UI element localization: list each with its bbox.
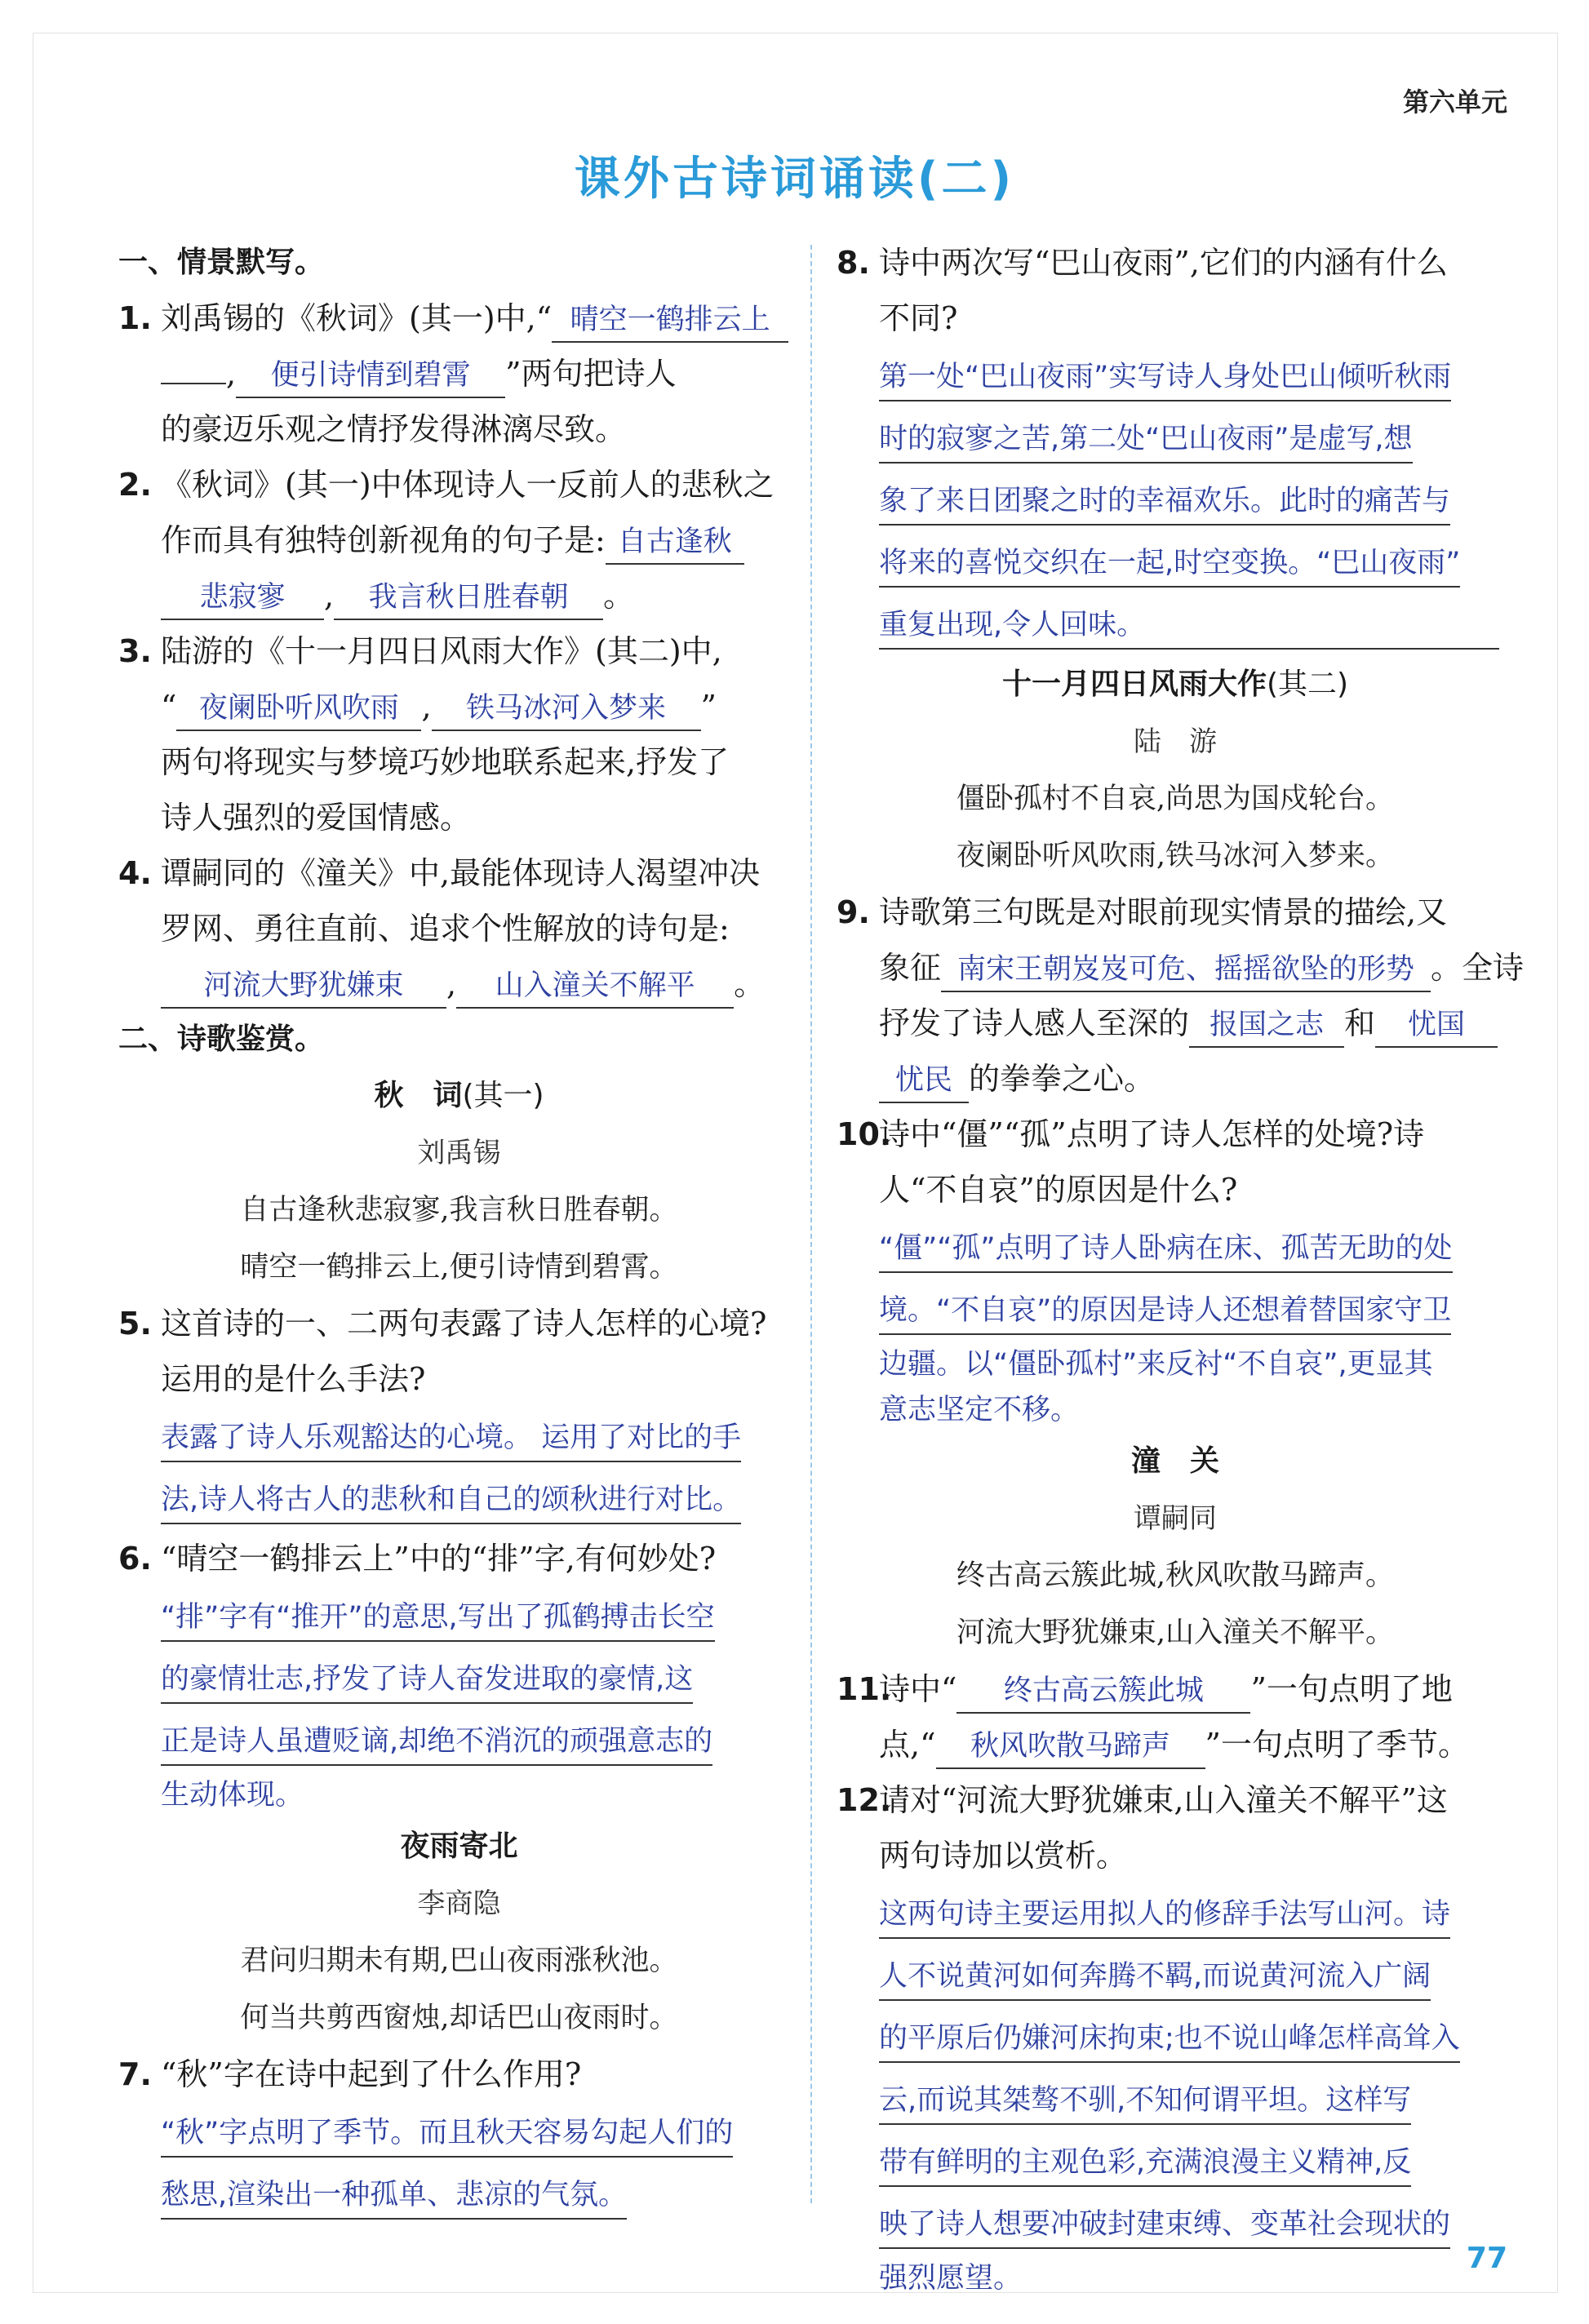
answer-blank[interactable]: 我言秋日胜春朝 [334,576,603,620]
answer-blank[interactable]: 河流大野犹嫌束 [161,965,446,1009]
page-title: 课外古诗词诵读(二) [574,153,1015,206]
answer-text: 的平原后仍嫌河床拘束;也不说山峰怎样高耸入 [837,2007,1514,2069]
answer-text: 意志坚定不移。 [879,1394,1080,1426]
poem-line: 晴空一鹤排云上,便引诗情到碧霄。 [240,1251,678,1284]
answer-blank[interactable]: 忧国 [1375,1004,1498,1048]
answer-blank[interactable]: 山入潼关不解平 [456,965,734,1009]
answer-blank[interactable]: 秋风吹散马蹄声 [936,1725,1205,1769]
answer-blank[interactable]: 南宋王朝岌岌可危、摇摇欲坠的形势 [941,948,1431,992]
question-10: 10.诗中“僵”“孤”点明了诗人怎样的处境?诗 [837,1116,1425,1152]
question-9: 9. 诗歌第三句既是对眼前现实情景的描绘,又 [837,894,1448,930]
answer-text: 时的寂寥之苦,第二处“巴山夜雨”是虚写,想 [837,408,1514,470]
page-number: 77 [1466,2242,1507,2275]
answer-text: 境。“不自哀”的原因是诗人还想着替国家守卫 [837,1280,1514,1342]
answer-text: 第一处“巴山夜雨”实写诗人身处巴山倾听秋雨 [837,346,1514,408]
answer-text: “秋”字点明了季节。而且秋天容易勾起人们的 [118,2102,800,2164]
poem-title: 夜雨寄北 [400,1829,518,1863]
poem-title: 潼 关 [1130,1444,1219,1478]
poem-line: 僵卧孤村不自哀,尚思为国戍轮台。 [956,783,1395,815]
poem-author: 陆 游 [1134,725,1217,758]
question-7: 7. “秋”字在诗中起到了什么作用? [118,2056,582,2092]
answer-text: 带有鲜明的主观色彩,充满浪漫主义精神,反 [837,2131,1514,2193]
question-8: 8. 诗中两次写“巴山夜雨”,它们的内涵有什么 [837,245,1448,281]
answer-text: 将来的喜悦交织在一起,时空变换。“巴山夜雨” [837,532,1514,594]
answer-blank[interactable]: 便引诗情到碧霄 [236,354,505,398]
answer-blank[interactable]: 夜阑卧听风吹雨 [176,687,421,731]
poem-title: 秋 词(其一) [374,1079,544,1112]
answer-blank[interactable]: 忧民 [879,1059,969,1103]
answer-text: 这两句诗主要运用拟人的修辞手法写山河。诗 [837,1883,1514,1945]
answer-text: 象了来日团聚之时的幸福欢乐。此时的痛苦与 [837,470,1514,532]
poem-author: 李商隐 [417,1887,501,1920]
answer-text: 愁思,渲染出一种孤单、悲凉的气氛。 [118,2164,800,2226]
answer-blank[interactable]: 自古逢秋 [606,521,744,565]
section-heading: 一、情景默写。 [118,246,325,279]
column-divider [810,245,812,2203]
poem-author: 谭嗣同 [1134,1502,1217,1535]
poem-line: 河流大野犹嫌束,山入潼关不解平。 [956,1617,1395,1649]
answer-text: “僵”“孤”点明了诗人卧病在床、孤苦无助的处 [837,1217,1514,1280]
answer-text: 法,诗人将古人的悲秋和自己的颂秋进行对比。 [118,1469,800,1531]
answer-text: 正是诗人虽遭贬谪,却绝不消沉的顽强意志的 [118,1710,800,1772]
answer-text: 表露了诗人乐观豁达的心境。 运用了对比的手 [118,1407,800,1469]
question-5: 5. 这首诗的一、二两句表露了诗人怎样的心境? [118,1306,767,1342]
answer-text: 边疆。以“僵卧孤村”来反衬“不自哀”,更显其 [879,1348,1433,1381]
question-12: 12.请对“河流大野犹嫌束,山入潼关不解平”这 [837,1782,1448,1818]
answer-text: 映了诗人想要冲破封建束缚、变革社会现状的 [837,2193,1514,2255]
answer-blank[interactable]: 铁马冰河入梦来 [432,687,701,731]
question-6: 6. “晴空一鹤排云上”中的“排”字,有何妙处? [118,1541,717,1577]
answer-text: 强烈愿望。 [879,2262,1023,2295]
poem-line: 君问归期未有期,巴山夜雨涨秋池。 [240,1945,678,1977]
poem-author: 刘禹锡 [417,1137,501,1169]
question-2: 2. 《秋词》(其一)中体现诗人一反前人的悲秋之 [118,467,775,503]
answer-blank[interactable]: 晴空一鹤排云上 [552,299,788,343]
poem-line: 夜阑卧听风吹雨,铁马冰河入梦来。 [956,840,1395,872]
answer-text: 云,而说其桀骜不驯,不知何谓平坦。这样写 [837,2069,1514,2131]
answer-text: “排”字有“推开”的意思,写出了孤鹤搏击长空 [118,1586,800,1648]
question-3: 3. 陆游的《十一月四日风雨大作》(其二)中, [118,633,722,669]
left-column: 一、情景默写。 1. 刘禹锡的《秋词》(其一)中,“ 晴空一鹤排云上 , 便引诗情到碧霄 ”两句把诗人 的豪迈乐观之情抒发得淋漓尽致。 2. 《秋词》(其一)中体现诗人一反前人的悲秋之 作而具有独特创新视角的句子是: 自古逢秋 悲寂寥 , 我言秋日胜春朝 。 3. 陆游的《十一月四日风雨大作》(其二)中, “ 夜阑卧听风吹雨 , 铁马冰河入梦来 ” 两句将现实与梦境巧妙地联系起来,抒发了 诗人强烈的爱国情感。 4. 谭嗣同的《潼关》中,最能体现诗人渴望冲决 罗网、勇往直前、追求个性解放的诗句是: 河流大野犹嫌束 , 山入潼关不解平 。 二、诗歌鉴赏。 秋 词(其一) 刘禹锡 自古逢秋悲寂寥,我言秋日胜春朝。 晴空一鹤排云上,便引诗情到碧霄。 5. 这首诗的一、二两句表露了诗人怎样的心境? 运用的是什么手法? 表露了诗人乐观豁达的心境。 运用了对比的手 法,诗人将古人的悲秋和自己的颂秋进行对比。 6. “晴空一鹤排云上”中的“排”字,有何妙处? “排”字有“推开”的意思,写出了孤鹤搏击长空 的豪情壮志,抒发了诗人奋发进取的豪情,这 正是诗人虽遭贬谪,却绝不消沉的顽强意志的 生动体现。 夜雨寄北 李商隐 君问归期未有期,巴山夜雨涨秋池。 何当共剪西窗烛,却话巴山夜雨时。 7. “秋”字在诗中起到了什么作用? “秋”字点明了季节。而且秋天容易勾起人们的 愁思,渲染出一种孤单、悲凉的气氛。 [118,235,800,2226]
question-1: 1. 刘禹锡的《秋词》(其一)中,“ 晴空一鹤排云上 [118,290,800,346]
answer-blank[interactable]: 终古高云簇此城 [957,1670,1250,1714]
question-4: 4. 谭嗣同的《潼关》中,最能体现诗人渴望冲决 [118,855,761,891]
poem-title: 十一月四日风雨大作(其二) [1001,667,1349,701]
section-heading: 二、诗歌鉴赏。 [118,1022,325,1056]
answer-text: 人不说黄河如何奔腾不羁,而说黄河流入广阔 [837,1945,1514,2007]
poem-line: 何当共剪西窗烛,却话巴山夜雨时。 [240,2002,678,2034]
poem-line: 终古高云簇此城,秋风吹散马蹄声。 [956,1559,1395,1592]
answer-text: 重复出现,令人回味。 [837,594,1514,656]
right-column: 8. 诗中两次写“巴山夜雨”,它们的内涵有什么 不同? 第一处“巴山夜雨”实写诗人身处巴山倾听秋雨 时的寂寥之苦,第二处“巴山夜雨”是虚写,想 象了来日团聚之时的幸福欢乐。此时的痛苦与 将来的喜悦交织在一起,时空变换。“巴山夜雨” 重复出现,令人回味。 十一月四日风雨大作(其二) 陆 游 僵卧孤村不自哀,尚思为国戍轮台。 夜阑卧听风吹雨,铁马冰河入梦来。 9. 诗歌第三句既是对眼前现实情景的描绘,又 象征 南宋王朝岌岌可危、摇摇欲坠的形势 。全诗 抒发了诗人感人至深的 报国之志 和 忧国 忧民 的拳拳之心。 10.诗中“僵”“孤”点明了诗人怎样的处境?诗 人“不自哀”的原因是什么? “僵”“孤”点明了诗人卧病在床、孤苦无助的处 境。“不自哀”的原因是诗人还想着替国家守卫 边疆。以“僵卧孤村”来反衬“不自哀”,更显其 意志坚定不移。 潼 关 谭嗣同 终古高云簇此城,秋风吹散马蹄声。 河流大野犹嫌束,山入潼关不解平。 11.诗中“ 终古高云簇此城 ”一句点明了地 点,“ 秋风吹散马蹄声 ”一句点明了季节。 12.请对“河流大野犹嫌束,山入潼关不解平”这 两句诗加以赏析。 这两句诗主要运用拟人的修辞手法写山河。诗 人不说黄河如何奔腾不羁,而说黄河流入广阔 的平原后仍嫌河床拘束;也不说山峰怎样高耸入 云,而说其桀骜不驯,不知何谓平坦。这样写 带有鲜明的主观色彩,充满浪漫主义精神,反 映了诗人想要冲破封建束缚、变革社会现状的 强烈愿望。 [837,235,1514,2301]
answer-text: 的豪情壮志,抒发了诗人奋发进取的豪情,这 [118,1648,800,1710]
poem-line: 自古逢秋悲寂寥,我言秋日胜春朝。 [240,1194,678,1226]
unit-label: 第六单元 [1402,86,1507,118]
question-11: 11.诗中“ 终古高云簇此城 ”一句点明了地 [837,1661,1514,1717]
answer-blank[interactable]: 报国之志 [1189,1004,1344,1048]
answer-text: 生动体现。 [161,1779,304,1812]
answer-blank[interactable]: 悲寂寥 [161,576,324,620]
